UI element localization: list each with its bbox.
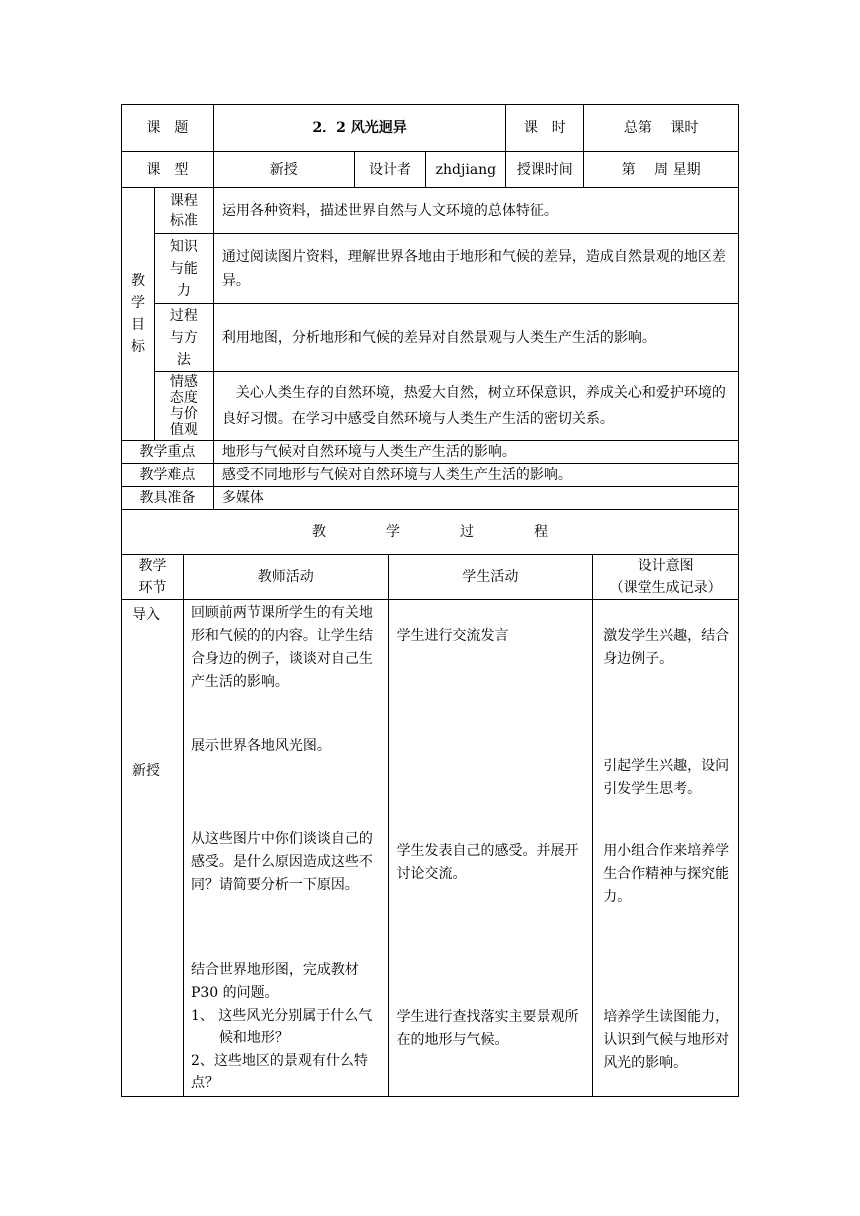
design-intent-cell	[593, 600, 739, 1097]
col-student-header: 学生活动	[388, 555, 593, 600]
ke-ti-label: 课 题	[122, 105, 214, 152]
objective-text: 关心人类生存的自然环境，热爱大自然，树立环保意识，养成关心和爱护环境的良好习惯。在学习中感受自然环境与人类生产生活的密切关系。	[213, 372, 738, 441]
ke-xing-label: 课 型	[122, 152, 214, 188]
objective-text: 运用各种资料，描述世界自然与人文环境的总体特征。	[213, 188, 738, 234]
stage-intro: 导入	[132, 607, 160, 623]
objective-label	[154, 234, 213, 304]
col-stage-header	[122, 555, 184, 600]
designer-label: 设计者	[354, 152, 426, 188]
process-table	[121, 509, 739, 1097]
objective-text: 利用地图，分析地形和气候的差异对自然景观与人类生产生活的影响。	[213, 304, 738, 372]
ke-shi-label: 课 时	[506, 105, 584, 152]
student-activity: 学生进行查找落实主要景观所在的地形与气候。	[396, 1009, 579, 1048]
design-intent: 引起学生兴趣，设问引发学生思考。	[603, 758, 730, 797]
teacher-activity-cell	[183, 600, 388, 1097]
zhongdian-text: 地形与气候对自然环境与人类生产生活的影响。	[213, 441, 738, 464]
objective-label-text: 过程与方法	[169, 307, 198, 368]
objectives-group-label	[122, 188, 155, 441]
objective-label-text: 知识与能力	[169, 238, 198, 299]
objective-label	[154, 188, 213, 234]
col-design-line1: 设计意图	[637, 558, 694, 574]
objective-text: 通过阅读图片资料，理解世界各地由于地形和气候的差异，造成自然景观的地区差异。	[213, 234, 738, 304]
process-title: 教学过程	[122, 510, 739, 555]
teacher-activity: 结合世界地形图，完成教材P30 的问题。	[190, 962, 359, 1001]
ke-shi-value: 总第 课时	[584, 105, 739, 152]
objective-label	[154, 372, 213, 441]
teacher-activity: 从这些图片中你们谈谈自己的感受。是什么原因造成这些不同？请简要分析一下原因。	[190, 831, 373, 893]
nandian-label: 教学难点	[122, 464, 214, 487]
teacher-activity: 回顾前两节课所学生的有关地形和气候的的内容。让学生结合身边的例子，谈谈对自己生产生活的影响。	[190, 605, 373, 690]
objective-label-text: 情感态度与价值观	[169, 374, 198, 438]
col-design-line2: （课堂生成记录）	[609, 580, 722, 596]
design-intent: 培养学生读图能力，认识到气候与地形对风光的影响。	[603, 1009, 730, 1071]
lesson-info-table	[121, 104, 739, 510]
student-activity: 学生进行交流发言	[396, 628, 509, 644]
stage-cell	[122, 600, 184, 1097]
jiaoju-label: 教具准备	[122, 487, 214, 510]
nandian-text: 感受不同地形与气候对自然环境与人类生产生活的影响。	[213, 464, 738, 487]
col-teacher-header: 教师活动	[183, 555, 388, 600]
teach-time-value: 第 周 星期	[584, 152, 739, 188]
jiaoju-text: 多媒体	[213, 487, 738, 510]
design-intent: 用小组合作来培养学生合作精神与探究能力。	[603, 843, 730, 905]
teach-time-label: 授课时间	[506, 152, 584, 188]
design-intent: 激发学生兴趣，结合身边例子。	[603, 628, 730, 667]
objectives-group-text: 教学目标	[130, 273, 145, 355]
zhongdian-label: 教学重点	[122, 441, 214, 464]
ke-xing-value: 新授	[213, 152, 354, 188]
col-stage-text: 教学环节	[138, 558, 167, 596]
objective-label	[154, 304, 213, 372]
student-activity-cell	[388, 600, 593, 1097]
student-activity: 学生发表自己的感受。并展开讨论交流。	[396, 843, 579, 882]
designer-value: zhdjiang	[426, 152, 506, 188]
objective-label-text: 课程标准	[169, 192, 198, 229]
lesson-title: 2．2 风光迥异	[213, 105, 506, 152]
teacher-activity: 展示世界各地风光图。	[190, 738, 331, 754]
stage-new: 新授	[132, 763, 160, 779]
teacher-question: 2、这些地区的景观有什么特点？	[190, 1053, 368, 1091]
teacher-question: 1、 这些风光分别属于什么气候和地形？	[190, 1008, 373, 1046]
col-design-header	[593, 555, 739, 600]
